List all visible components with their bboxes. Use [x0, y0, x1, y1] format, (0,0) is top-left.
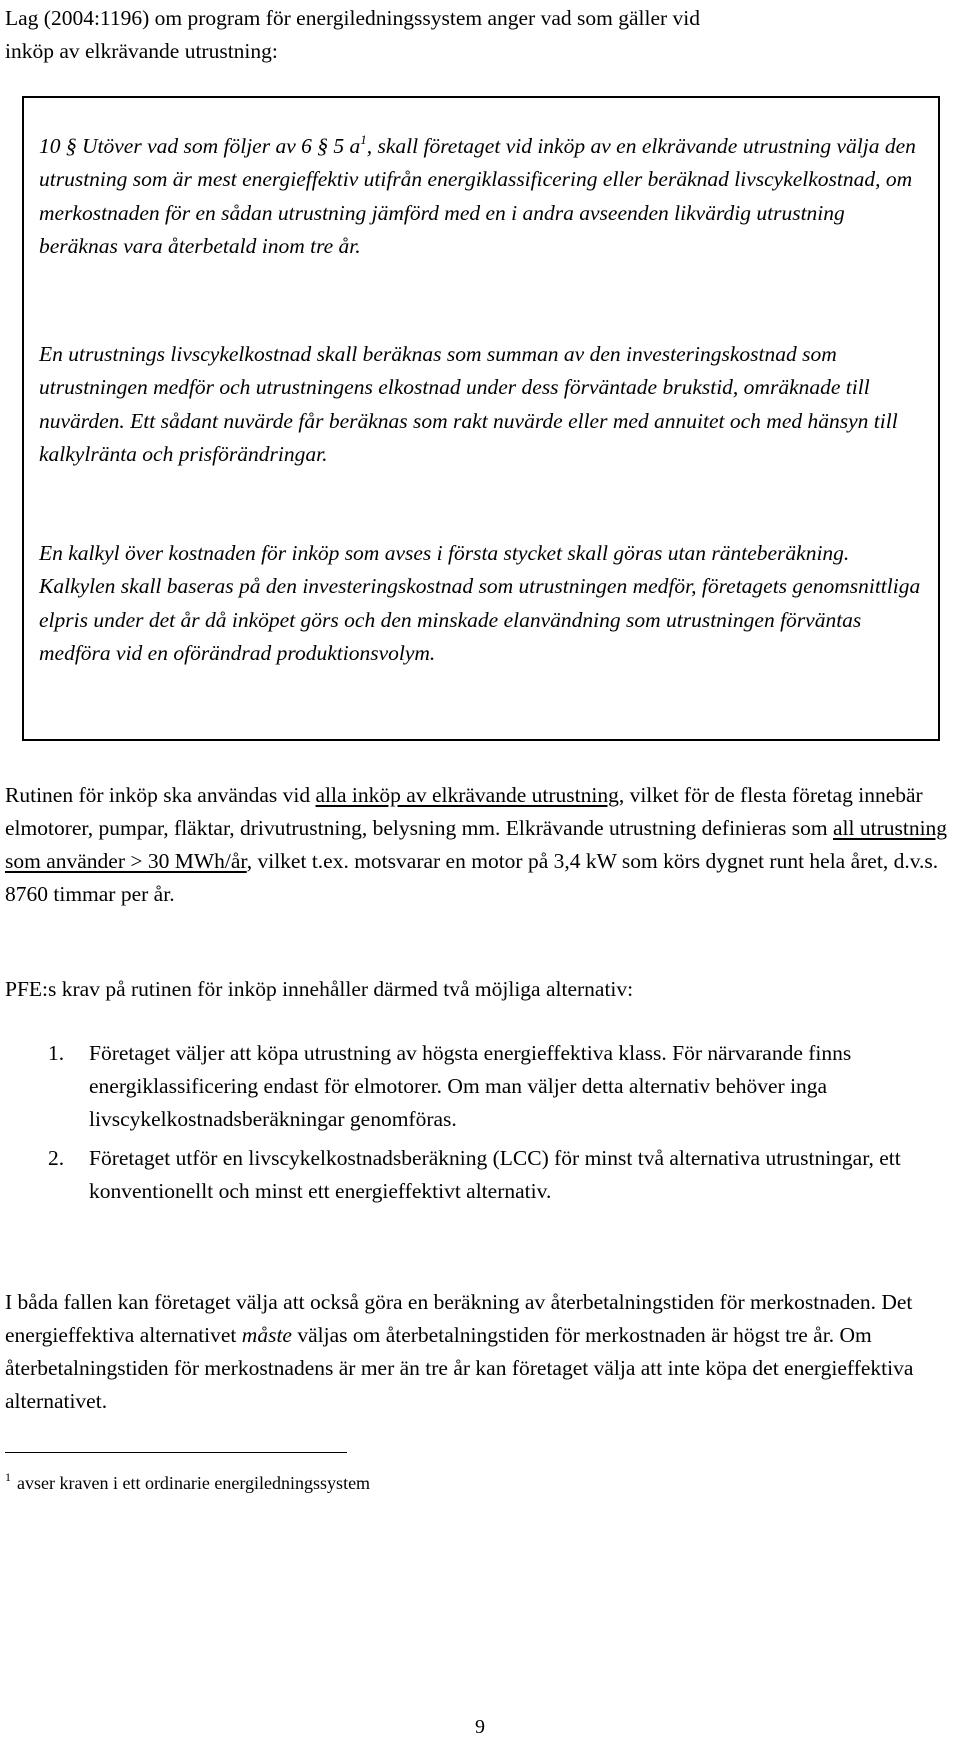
- routine-paragraph: [5, 779, 950, 911]
- footnote-number: 1: [5, 1470, 11, 1484]
- routine-text-c: , vilket t.ex. motsvarar en motor på 3,4 kW som körs dygnet runt hela året, d.v.s. 8760 timmar per år.: [5, 849, 939, 906]
- payback-paragraph: [5, 1286, 950, 1418]
- alternatives-list: [48, 1037, 948, 1214]
- routine-text-b: , vilket för de flesta företag innebär elmotorer, pumpar, fläktar, drivutrustning, belysning mm. Elkrävande utrustning definieras som: [5, 783, 923, 840]
- payback-text-a: I båda fallen kan företaget välja att också göra en beräkning av återbetalningstiden för merkostnaden. Det energieffektiva alternativet: [5, 1290, 913, 1347]
- requirements-paragraph: PFE:s krav på rutinen för inköp innehåller därmed två möjliga alternativ:: [5, 977, 634, 1001]
- law-quote-box: [22, 96, 940, 741]
- intro-paragraph: [5, 2, 950, 68]
- payback-text-b: väljas om återbetalningstiden för merkostnaden är högst tre år. Om återbetalningstiden för merkostnadens är mer än tre år kan företaget välja att inte köpa det energieffektiva alternativet.: [5, 1323, 914, 1413]
- footnote-reference: 1: [360, 132, 367, 147]
- list-item-number: 1.: [48, 1041, 65, 1065]
- list-item: [48, 1037, 948, 1136]
- routine-underline-1: alla inköp av elkrävande utrustning: [315, 783, 619, 807]
- footnote-separator: [5, 1452, 347, 1453]
- intro-line-2: inköp av elkrävande utrustning:: [5, 39, 278, 63]
- quote-paragraph-3: En kalkyl över kostnaden för inköp som avses i första stycket skall göras utan ränteberäkning. Kalkylen skall baseras på den investeringskostnad som utrustningen medför, företagets genomsnittliga elpris under det år då inköpet görs och den minskade elanvändning som utrustningen förväntas medföra vid en oförändrad produktionsvolym.: [39, 541, 921, 665]
- intro-line-1: Lag (2004:1196) om program för energiledningssystem anger vad som gäller vid: [5, 6, 701, 30]
- routine-underline-2: all utrustning som använder > 30 MWh/år: [5, 816, 948, 873]
- footnote: [5, 1470, 705, 1496]
- quote-paragraph-1: [39, 130, 924, 263]
- list-item-text: Företaget väljer att köpa utrustning av högsta energieffektiva klass. För närvarande finns energiklassificering endast för elmotorer. Om man väljer detta alternativ behöver inga livscykelkostnadsberäkningar genomföras.: [89, 1041, 852, 1131]
- quote-p1-part2: , skall företaget vid inköp av en elkrävande utrustning välja den utrustning som är mest energieffektiv utifrån energiklassificering eller beräknad livscykelkostnad, om merkostnaden för en sådan utrustning jämförd med en i andra avseenden likvärdig utrustning beräknas vara återbetald inom tre år.: [39, 134, 916, 258]
- payback-emphasis: måste: [241, 1323, 292, 1347]
- routine-text-a: Rutinen för inköp ska användas vid: [5, 783, 316, 807]
- page-number: 9: [475, 1716, 485, 1738]
- quote-p1-part1: 10 § Utöver vad som följer av 6 § 5 a: [39, 134, 361, 158]
- list-item: [48, 1142, 948, 1208]
- footnote-text: avser kraven i ett ordinarie energiledningssystem: [17, 1473, 371, 1493]
- list-item-text: Företaget utför en livscykelkostnadsberäkning (LCC) för minst två alternativa utrustningar, ett konventionellt och minst ett energieffektivt alternativ.: [89, 1146, 901, 1203]
- list-item-number: 2.: [48, 1146, 65, 1170]
- quote-paragraph-2: En utrustnings livscykelkostnad skall beräknas som summan av den investeringskostnad som utrustningen medför och utrustningens elkostnad under dess förväntade brukstid, omräknade till nuvärden. Ett sådant nuvärde får beräknas som rakt nuvärde eller med annuitet och med hänsyn till kalkylränta och prisförändringar.: [39, 342, 898, 466]
